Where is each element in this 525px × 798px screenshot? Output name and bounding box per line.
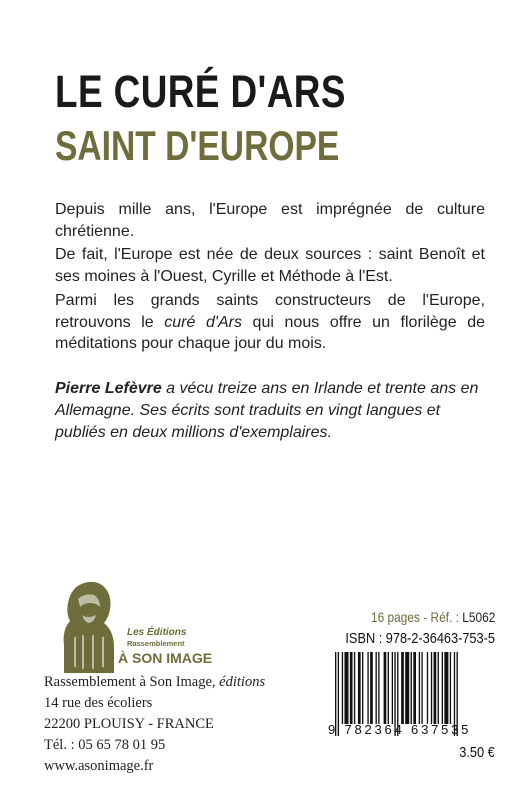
price: 3.50 € <box>459 744 495 761</box>
author-bio-text: a vécu treize ans en Irlande et trente ans en Allemagne. Ses écrits sont traduits en vingt langues et publiés en deux millions d'exemplaires. <box>55 380 479 441</box>
barcode-bar <box>350 652 353 724</box>
reference-label: Réf. : <box>430 609 462 625</box>
description-text: qui nous offre un florilège de méditations pour chaque jour du mois. <box>55 313 485 352</box>
barcode-bar <box>444 652 448 724</box>
page-count: 16 pages <box>370 609 420 625</box>
barcode-bar <box>370 652 373 724</box>
publisher-logo <box>44 575 213 675</box>
description-paragraph-2: De fait, l'Europe est née de deux sources : saint Benoît et ses moines à l'Ouest, Cyrille et Méthode à l'Est. <box>55 246 485 285</box>
barcode-bar <box>450 652 451 724</box>
barcode-bar <box>419 652 420 724</box>
barcode-bar <box>392 652 393 724</box>
isbn: ISBN : 978-2-36463-753-5 <box>345 630 495 647</box>
author-bio <box>55 378 485 444</box>
barcode-bar <box>358 652 361 724</box>
barcode-digits: 9 782364 637535 <box>328 722 472 737</box>
barcode-bar <box>431 652 432 724</box>
publisher-city: 22200 PLOUISY - FRANCE <box>44 716 214 732</box>
barcode-bar <box>427 652 428 724</box>
barcode-bar <box>388 652 389 724</box>
barcode-bar <box>342 652 343 724</box>
description-text: Parmi les grands saints constructeurs de l'Europe, retrouvons le <box>55 292 485 331</box>
book-title: LE CURÉ D'ARS <box>55 66 346 117</box>
barcode-bar <box>354 652 355 724</box>
reference-code: L5062 <box>461 609 495 625</box>
barcode-bar <box>405 652 409 724</box>
barcode-bar <box>438 652 439 724</box>
publisher-name-suffix: éditions <box>219 674 266 690</box>
description-paragraph-1: Depuis mille ans, l'Europe est imprégnée de culture chrétienne. <box>55 201 485 240</box>
emphasis-cure-ars: curé d'Ars <box>164 313 242 331</box>
barcode-bar <box>344 652 348 724</box>
barcode-bar <box>376 652 377 724</box>
logo-text-2: Rassemblement <box>127 639 185 648</box>
barcode-bar <box>362 652 363 724</box>
book-meta <box>371 606 495 628</box>
logo-text-1: Les Éditions <box>127 627 187 638</box>
publisher-info <box>44 672 265 777</box>
publisher-website: www.asonimage.fr <box>44 758 154 774</box>
barcode-bar <box>413 652 416 724</box>
book-subtitle: SAINT D'EUROPE <box>55 122 340 169</box>
publisher-phone: Tél. : 05 65 78 01 95 <box>44 737 166 753</box>
meta-separator: - <box>419 609 431 625</box>
publisher-address: 14 rue des écoliers <box>44 695 153 711</box>
barcode-bar <box>401 652 404 724</box>
barcode-bar <box>384 652 387 724</box>
barcode-bar <box>367 652 368 724</box>
publisher-name-text: Rassemblement à Son Image, <box>44 674 220 690</box>
author-name: Pierre Lefèvre <box>55 380 162 397</box>
barcode-bar <box>378 652 379 724</box>
barcode-bar <box>442 652 443 724</box>
barcode-bar <box>434 652 437 724</box>
barcode-bar <box>421 652 422 724</box>
description-paragraph-3 <box>55 290 485 355</box>
publisher-name <box>44 672 265 693</box>
barcode-bar <box>411 652 412 724</box>
logo-text-3: À SON IMAGE <box>118 650 213 666</box>
